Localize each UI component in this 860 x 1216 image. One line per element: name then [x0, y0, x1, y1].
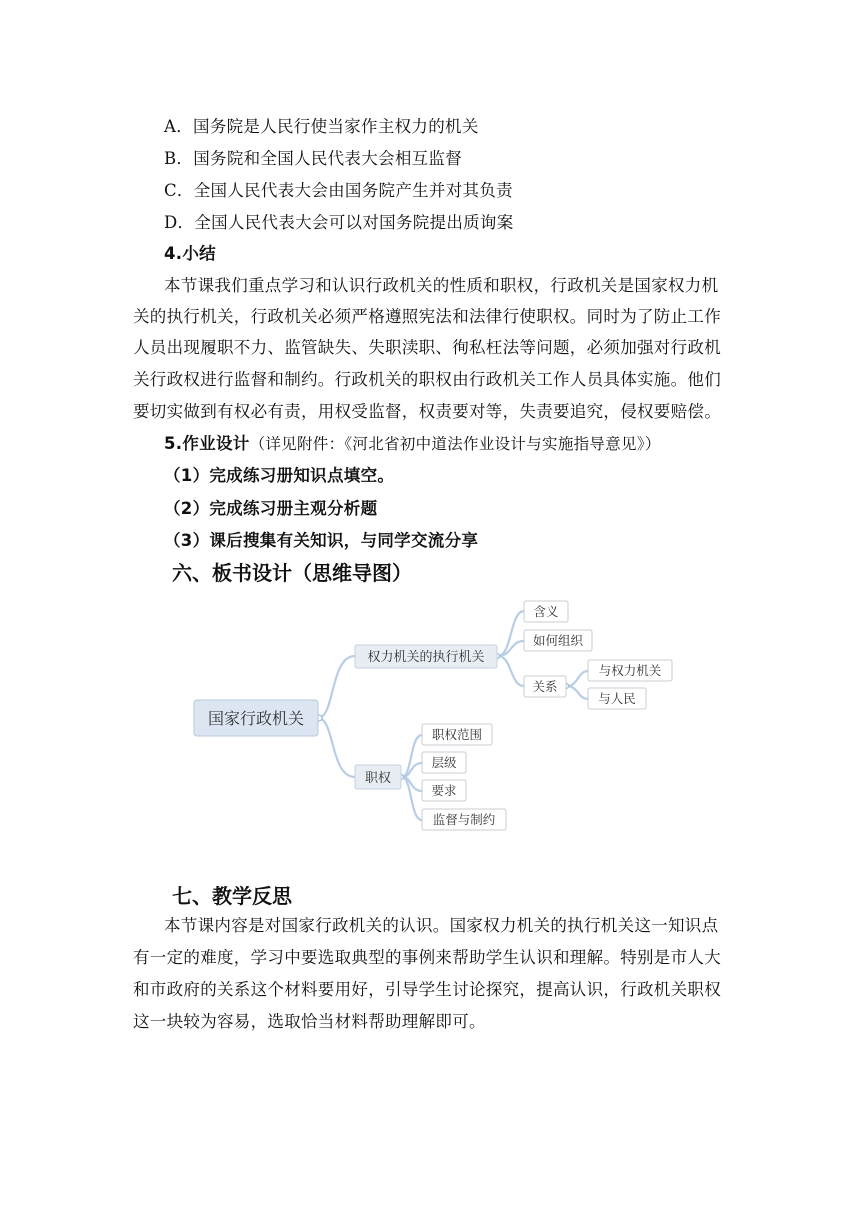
- homework-item: （1）完成练习册知识点填空。: [164, 466, 395, 485]
- mind-map-node-with-people: [588, 688, 646, 709]
- mind-map-node-supervision: [422, 809, 506, 830]
- svg-text:监督与制约: 监督与制约: [432, 812, 496, 827]
- mind-map-node-organize: [524, 630, 592, 651]
- mind-map-node-scope: [422, 724, 492, 745]
- mind-map-node-relation: [524, 676, 566, 697]
- homework-heading: 5.作业设计: [164, 434, 250, 453]
- summary-line: 人员出现履职不力、监管缺失、失职渎职、徇私枉法等问题，必须加强对行政机: [133, 338, 721, 357]
- reflection-heading: 七、教学反思: [172, 884, 292, 908]
- svg-text:职权: 职权: [364, 771, 392, 786]
- mind-map-branch-executive: [355, 645, 497, 668]
- mind-map-branch-powers: [355, 765, 401, 789]
- mind-map-node-with-power-organ: [588, 660, 672, 681]
- mind-map-node-requirement: [422, 780, 466, 801]
- homework-item: （3）课后搜集有关知识，与同学交流分享: [164, 531, 479, 550]
- mind-map-node-level: [422, 752, 466, 773]
- summary-line: 关的执行机关，行政机关必须严格遵照宪法和法律行使职权。同时为了防止工作: [133, 307, 721, 326]
- reflection-line: 有一定的难度，学习中要选取典型的事例来帮助学生认识和理解。特别是市人大: [133, 948, 721, 967]
- svg-text:与人民: 与人民: [598, 691, 636, 706]
- summary-line: 要切实做到有权必有责，用权受监督，权责要对等，失责要追究，侵权要赔偿。: [133, 402, 721, 421]
- summary-line: 本节课我们重点学习和认识行政机关的性质和职权，行政机关是国家权力机: [164, 276, 719, 295]
- svg-text:要求: 要求: [431, 783, 457, 798]
- reflection-line: 和市政府的关系这个材料要用好，引导学生讨论探究，提高认识，行政机关职权: [133, 980, 721, 999]
- option-a: A．国务院是人民行使当家作主权力的机关: [164, 117, 479, 136]
- option-c: C．全国人民代表大会由国务院产生并对其负责: [164, 181, 513, 200]
- svg-text:如何组织: 如何组织: [532, 633, 584, 648]
- option-d: D．全国人民代表大会可以对国务院提出质询案: [164, 213, 514, 232]
- svg-text:含义: 含义: [533, 604, 559, 619]
- summary-line: 关行政权进行监督和制约。行政机关的职权由行政机关工作人员具体实施。他们: [133, 370, 721, 389]
- summary-heading: 4.小结: [164, 244, 216, 263]
- mind-map-node-meaning: [524, 601, 568, 622]
- svg-text:职权范围: 职权范围: [431, 727, 483, 742]
- reflection-line: 本节课内容是对国家行政机关的认识。国家权力机关的执行机关这一知识点: [164, 916, 719, 935]
- reflection-line: 这一块较为容易，选取恰当材料帮助理解即可。: [133, 1012, 486, 1031]
- mind-map-root: [194, 700, 318, 736]
- svg-text:权力机关的执行机关: 权力机关的执行机关: [367, 650, 485, 665]
- homework-note: （详见附件：《河北省初中道法作业设计与实施指导意见》）: [249, 435, 661, 453]
- svg-text:层级: 层级: [431, 755, 457, 770]
- svg-text:国家行政机关: 国家行政机关: [207, 709, 305, 728]
- homework-item: （2）完成练习册主观分析题: [164, 499, 378, 518]
- board-design-heading: 六、板书设计（思维导图）: [172, 561, 412, 585]
- svg-text:与权力机关: 与权力机关: [598, 663, 662, 678]
- svg-text:关系: 关系: [532, 679, 558, 694]
- option-b: B．国务院和全国人民代表大会相互监督: [164, 149, 463, 168]
